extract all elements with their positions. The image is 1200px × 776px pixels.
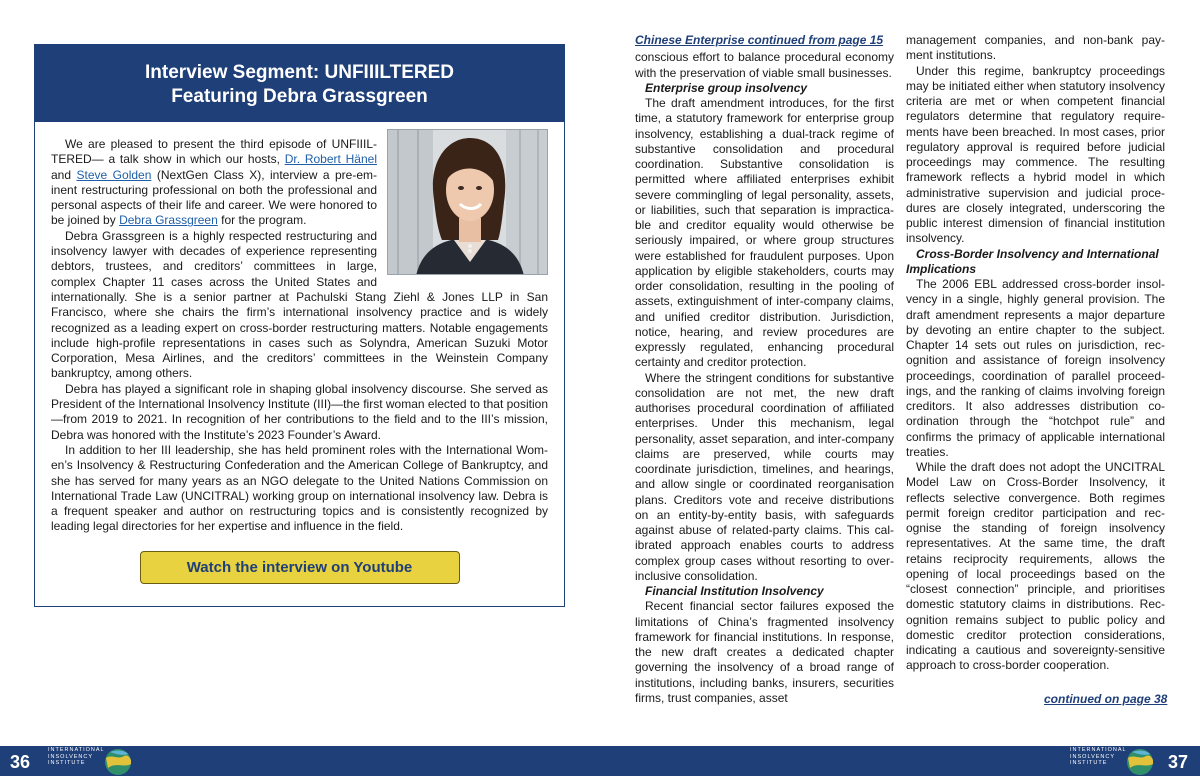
robert-hanel-link[interactable]: Dr. Robert Hänel: [284, 152, 377, 167]
interview-title-line1: Interview Segment: UNFIIILTERED: [145, 62, 454, 83]
portrait-image: [388, 130, 548, 275]
interview-header: [35, 45, 564, 122]
bio-paragraph-1: Debra Grassgreen is a highly respected restructuring and insolvency lawyer with decades of experience representing debtors, trustees, and creditors’ committees in large, complex Chapter 11 cases across the United States and internationally. She is a senior partner at Pachulski Stang Ziehl & Jones LLP in San Francisco, where she chairs the firm’s international insolvency practice and is widely recognized as a leading expert on cross-border restructuring matters. Notable engagements include high-profile representations in cases such as Solyndra, American Suzuki Motor Corporation, Mesa Airlines, and the creditors’ committees in the Weinstein Company bankruptcy, among others.: [51, 228, 548, 381]
logo-line-3-left: INSTITUTE: [48, 760, 86, 766]
subhead-cross-border: Cross-Border Insolvency and International Implications: [906, 246, 1159, 276]
page-footer: [0, 746, 1200, 776]
col1-paragraph-3: Recent financial sector failures exposed the limitations of China’s fragmented insolvency framework for financial institutions. In response, the new draft creates a dedicated chapter governing the insolvency of a broad range of institutions, including banks, insurers, securities firms, trust companies, asset: [635, 599, 894, 705]
continued-from-link[interactable]: Chinese Enterprise continued from page 15: [635, 33, 884, 47]
col1-paragraph-1: The draft amendment introduces, for the first time, a statutory framework for enterprise group insolvency, establishing a dual-track regime of substantive consolidation and procedural coordination. Substantive consolidation is permitted where affiliated enterprises exhibit severe commingling of legal personality, assets, or liabilities, such that separation is impracticable and creditor equality would otherwise be seriously impaired, or where group structures were established for fraudulent purposes. Upon application by eligible stakeholders, courts may order consolidation, resulting in the pooling of assets, extinguishment of inter-company claims, and unified creditor distribution. Jurisdiction, notice, hearing, and review procedures are expressly regulated, enhancing procedural certainty and creditor protection.: [635, 96, 894, 370]
logo-line-1-right: INTERNATIONAL: [1070, 747, 1127, 753]
page-number-right: 37: [1168, 752, 1189, 772]
bio-paragraph-2: Debra has played a significant role in shaping global insolvency discourse. She served as President of the International Insolvency Institute (III)—the first woman elected to that position—from 2019 to 2021. In recognition of her contributions to the field and to the III’s mission, Debra was honored with the Institute’s 2023 Founder’s Award.: [51, 381, 548, 442]
col2-paragraph-2: The 2006 EBL addressed cross-border insolvency in a single, highly general provision. The draft amendment represents a major departure by devoting an entire chapter to the subject. Chapter 14 sets out rules on jurisdiction, recognition and assistance of foreign insolvency proceedings, coordination of parallel proceedings, and the ranking of claims involving foreign creditors. It also addresses distribution coordination through the “hotchpot rule” and confirms the primacy of applicable international treaties.: [906, 277, 1165, 459]
col1-paragraph-0: conscious effort to balance procedural economy with the preservation of viable small businesses.: [635, 50, 894, 80]
debra-grassgreen-link[interactable]: Debra Grassgreen: [119, 213, 218, 228]
logo-line-3-right: INSTITUTE: [1070, 760, 1108, 766]
logo-line-2-left: INSOLVENCY: [48, 753, 94, 760]
interview-box: [34, 44, 565, 607]
col2-paragraph-0: management companies, and non-bank payment institutions.: [906, 33, 1165, 63]
watch-interview-button[interactable]: Watch the interview on Youtube: [140, 551, 460, 584]
intro-text-1: We are pleased to present the third episode of UNFIIILTERED— a talk show in which our hosts,: [51, 137, 377, 167]
col1-paragraph-2: Where the stringent conditions for substantive consolidation are not met, the new draft authorises procedural coordination of affiliated enterprises. Under this mechanism, legal personality, asset separation, and inter-company claims are preserved, while courts may coordinate jurisdiction, timelines, and hearings, and allow single or coordinated reorganisation plans. Creditors vote and receive distributions on an entity-by-entity basis, with safeguards against abuse of related-party claims. This calibrated approach enables courts to address complex group cases without resorting to over-inclusive consolidation.: [635, 370, 894, 583]
steve-golden-link[interactable]: Steve Golden: [76, 167, 152, 182]
article-column-2: [906, 33, 1165, 674]
col2-paragraph-1: Under this regime, bankruptcy proceedings may be initiated either when statutory insolvency criteria are met or when competent financial regulators determine that regulatory requirements have been breached. In most cases, prior regulatory approval is required before judicial proceedings may commence. The resulting framework reflects a hybrid model in which administrative supervision and judicial procedures are closely integrated, underscoring the public interest dimension of financial institution insolvency.: [906, 63, 1165, 246]
globe-icon: [1124, 748, 1156, 776]
interview-title-line2: Featuring Debra Grassgreen: [171, 86, 428, 107]
iii-logo-text-left: [48, 747, 108, 767]
interview-body: [35, 122, 564, 584]
intro-text-4: for the program.: [217, 213, 307, 228]
iii-logo-text-right: [1070, 747, 1130, 767]
col2-paragraph-3: While the draft does not adopt the UNCITRAL Model Law on Cross-Border Insolvency, it reflects selective convergence. Both regimes permit foreign creditor participation and recognise the standing of foreign insolvency representatives. At the same time, the draft retains reciprocity requirements, allows the opening of local proceedings based on the “closest connection” principle, and prioritises domestic statutory claims in distributions. Recognition remains subject to public policy and domestic creditor protection considerations, indicating a cautious and sovereignty-sensitive approach to cross-border cooperation.: [906, 460, 1165, 673]
article-column-1: [635, 33, 894, 706]
subhead-financial-institution: Financial Institution Insolvency: [645, 584, 824, 598]
page-number-left: 36: [10, 752, 31, 772]
logo-line-1-left: INTERNATIONAL: [48, 747, 105, 753]
logo-line-2-right: INSOLVENCY: [1070, 753, 1116, 760]
intro-text-3: (NextGen Class X), interview a pre-eminent restructuring professional on both the professional and personal aspects of their life and career. We were honored to be joined by: [51, 167, 378, 228]
globe-icon: [102, 748, 134, 776]
subhead-enterprise-group: Enterprise group insolvency: [645, 80, 808, 95]
intro-text-2: and: [51, 167, 77, 182]
debra-grassgreen-photo: [387, 129, 548, 275]
continued-on-link[interactable]: continued on page 38: [1044, 692, 1168, 706]
bio-paragraph-3: In addition to her III leadership, she has held prominent roles with the International Women’s Insolvency & Restructuring Confederation and the American College of Bankruptcy, and she has served for many years as an NGO delegate to the United Nations Commission on International Trade Law (UNCITRAL) working group on international insolvency law. Debra is a frequent speaker and author on restructuring topics and is consistently recognized by leading legal directories for her expertise and influence in the field.: [51, 442, 548, 534]
